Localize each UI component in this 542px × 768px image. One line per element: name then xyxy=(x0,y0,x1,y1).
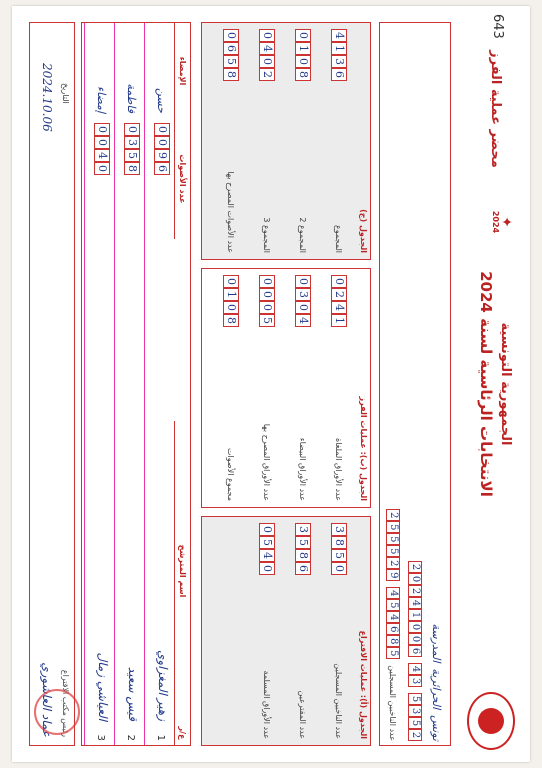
candidate-name: قيس سعيد xyxy=(126,666,140,721)
header-name: اسم المترشح xyxy=(174,421,190,721)
digit-box: 4 xyxy=(94,149,110,162)
panel-b xyxy=(201,268,371,508)
digit-box: 0 xyxy=(259,301,275,314)
panel-row-label: عدد الناخبين المسجلين xyxy=(334,663,344,739)
digit-box: 0 xyxy=(331,275,347,288)
digit-box: 5 xyxy=(331,549,347,562)
panel-row xyxy=(292,29,314,253)
header-votes: عدد الأصوات xyxy=(174,119,190,239)
digit-box: 0 xyxy=(331,562,347,575)
digit-box: 0 xyxy=(154,123,170,136)
panel-b-title: الجدول (ب): عمليات الفرز xyxy=(359,396,368,501)
candidate-votes xyxy=(124,123,140,175)
digit-box: 3 xyxy=(295,523,311,536)
digit-box: 0 xyxy=(259,275,275,288)
candidate-name: زهير المغزاوي xyxy=(156,649,170,721)
page-number: 643 xyxy=(490,14,505,39)
document-sheet xyxy=(12,6,530,762)
panel-row xyxy=(328,523,350,739)
center-code-boxes xyxy=(408,663,422,687)
digit-box: 0 xyxy=(259,523,275,536)
digit-box: 3 xyxy=(124,136,140,149)
digit-box: 0 xyxy=(94,162,110,175)
panel-row-value xyxy=(223,29,239,81)
digit-box: 5 xyxy=(386,521,400,533)
digit-box: 3 xyxy=(408,705,422,717)
digit-box: 1 xyxy=(331,314,347,327)
digit-box: 0 xyxy=(408,573,422,585)
panel-row xyxy=(220,29,242,253)
candidate-votes xyxy=(154,123,170,175)
panel-row-label: عدد الأصوات المصرح بها xyxy=(226,171,236,253)
panel-row xyxy=(328,275,350,501)
digit-box: 2 xyxy=(408,585,422,597)
candidate-signature: فاطمة xyxy=(125,83,138,113)
digit-box: 0 xyxy=(94,136,110,149)
digit-box: 2 xyxy=(331,288,347,301)
panel-a xyxy=(201,516,371,746)
digit-box: 8 xyxy=(223,314,239,327)
digit-box: 2 xyxy=(408,561,422,573)
digit-box: 5 xyxy=(408,693,422,705)
digit-box: 5 xyxy=(223,55,239,68)
digit-box: 2 xyxy=(386,557,400,569)
info-row-2 xyxy=(406,27,424,741)
digit-box: 0 xyxy=(223,275,239,288)
panel-row-label: المجموع 3 xyxy=(262,217,272,253)
panel-row-value xyxy=(223,275,239,327)
panel-row xyxy=(256,29,278,253)
panel-c xyxy=(201,22,371,260)
circonscription-value: تونس xyxy=(430,715,444,741)
info-row-3 xyxy=(384,27,402,741)
panel-row-value xyxy=(259,29,275,81)
republic-title: الجمهورية التونسية xyxy=(498,322,513,446)
digit-box: 0 xyxy=(295,301,311,314)
digit-box: 5 xyxy=(386,533,400,545)
digit-box: 0 xyxy=(223,29,239,42)
digit-box: 6 xyxy=(295,562,311,575)
panel-row xyxy=(256,523,278,739)
delegation-value: الحرائرية xyxy=(430,668,444,710)
digit-box: 0 xyxy=(223,301,239,314)
digit-box: 2 xyxy=(386,509,400,521)
digit-box: 8 xyxy=(295,549,311,562)
digit-box: 6 xyxy=(408,645,422,657)
panel-row-label: عدد المقترعين xyxy=(298,690,308,739)
official-stamp-icon xyxy=(34,689,80,735)
digit-box: 4 xyxy=(331,301,347,314)
digit-box: 4 xyxy=(331,29,347,42)
digit-box: 8 xyxy=(124,162,140,175)
digit-box: 8 xyxy=(295,68,311,81)
digit-box: 4 xyxy=(259,42,275,55)
digit-box: 5 xyxy=(124,149,140,162)
digit-box: 8 xyxy=(386,635,400,647)
office-info xyxy=(379,22,451,746)
form-footer xyxy=(29,22,75,746)
digit-box: 2 xyxy=(408,729,422,741)
digit-box: 9 xyxy=(386,569,400,581)
digit-box: 0 xyxy=(154,136,170,149)
digit-box: 5 xyxy=(259,536,275,549)
candidate-number: 1 xyxy=(155,734,166,741)
digit-box: 5 xyxy=(386,545,400,557)
digit-box: 4 xyxy=(259,549,275,562)
center-value: المدرسة xyxy=(430,623,444,663)
candidate-number: 2 xyxy=(125,734,136,741)
candidate-row xyxy=(144,23,172,745)
registered-code-boxes xyxy=(386,587,400,659)
candidate-votes xyxy=(94,123,110,175)
digit-box: 0 xyxy=(295,275,311,288)
candidate-signature: إمضاء xyxy=(95,85,108,113)
panel-row-label: عدد الأوراق البيضاء xyxy=(298,437,308,501)
digit-box: 6 xyxy=(331,68,347,81)
digit-box: 3 xyxy=(295,288,311,301)
panel-row-value xyxy=(331,29,347,81)
office-code-boxes xyxy=(408,693,422,741)
digit-box: 0 xyxy=(259,562,275,575)
digit-box: 1 xyxy=(223,288,239,301)
panel-row-label: مجموع الأصوات xyxy=(226,448,236,501)
digit-box: 5 xyxy=(386,599,400,611)
election-logo-icon: ✦ 2024 xyxy=(477,204,513,240)
panel-row-label: عدد الأوراق المصرح بها xyxy=(262,423,272,501)
digit-box: 4 xyxy=(295,314,311,327)
president-name: عماد العاشوري xyxy=(40,662,54,737)
date-boxes xyxy=(408,561,422,657)
date-label: التاريخ xyxy=(61,83,70,104)
panel-row-value xyxy=(331,275,347,327)
registered-voters-boxes xyxy=(386,509,400,581)
digit-box: 0 xyxy=(408,621,422,633)
digit-box: 0 xyxy=(408,633,422,645)
digit-box: 1 xyxy=(408,609,422,621)
digit-box: 5 xyxy=(295,536,311,549)
digit-box: 3 xyxy=(331,55,347,68)
panel-row-value xyxy=(259,275,275,327)
panel-row-value xyxy=(295,275,311,327)
panel-row-label: المجموع xyxy=(334,225,344,253)
digit-box: 0 xyxy=(124,123,140,136)
digit-box: 0 xyxy=(295,29,311,42)
digit-box: 3 xyxy=(408,675,422,687)
panel-row xyxy=(256,275,278,501)
digit-box: 5 xyxy=(386,647,400,659)
digit-box: 4 xyxy=(408,663,422,675)
digit-box: 4 xyxy=(386,611,400,623)
pv-title: محضر عملية الفرز xyxy=(488,50,503,168)
panel-row-value xyxy=(331,523,347,575)
panel-row-value xyxy=(295,523,311,575)
panel-row-value xyxy=(295,29,311,81)
digit-box: 8 xyxy=(331,536,347,549)
candidate-row xyxy=(84,23,112,745)
digit-box: 8 xyxy=(223,68,239,81)
form-header xyxy=(455,14,517,754)
panel-c-title: الجدول (ج) xyxy=(359,209,368,253)
panel-row xyxy=(292,523,314,739)
digit-box: 5 xyxy=(408,717,422,729)
digit-box: 5 xyxy=(259,314,275,327)
president-label: رئيس مكتب الاقتراع xyxy=(61,669,70,737)
panel-a-title: الجدول (أ): عمليات الاقتراع xyxy=(359,630,368,739)
rotated-form xyxy=(21,14,521,754)
panel-row-label: المجموع 2 xyxy=(298,217,308,253)
digit-box: 6 xyxy=(386,623,400,635)
date-value: 2024.10.06 xyxy=(40,63,54,132)
digit-box: 0 xyxy=(94,123,110,136)
info-row-1 xyxy=(428,27,446,741)
digit-box: 6 xyxy=(154,162,170,175)
digit-box: 0 xyxy=(259,55,275,68)
panel-row-label: عدد الأوراق المسلمة xyxy=(262,670,272,739)
isie-logo-icon xyxy=(467,692,515,750)
digit-box: 0 xyxy=(259,288,275,301)
header-num: ع/ر xyxy=(174,721,190,745)
digit-box: 2 xyxy=(259,68,275,81)
registered-title: عدد الناخبين المسجلين xyxy=(388,665,398,741)
candidate-signature: حسن xyxy=(155,88,168,113)
election-title: الانتخابات الرئاسية لسنة 2024 xyxy=(477,271,495,497)
digit-box: 1 xyxy=(331,42,347,55)
candidate-number: 3 xyxy=(95,734,106,741)
panel-row-value xyxy=(259,523,275,575)
digit-box: 6 xyxy=(223,42,239,55)
panel-row xyxy=(292,275,314,501)
logo-year: 2024 xyxy=(491,210,500,234)
digit-box: 3 xyxy=(331,523,347,536)
digit-box: 0 xyxy=(259,29,275,42)
digit-box: 0 xyxy=(295,55,311,68)
digit-box: 1 xyxy=(295,42,311,55)
candidate-name: العياشي زمال xyxy=(96,652,110,721)
header-signature: الإمضاء xyxy=(174,23,190,119)
digit-box: 4 xyxy=(408,597,422,609)
panel-row xyxy=(220,275,242,501)
digit-box: 4 xyxy=(386,587,400,599)
candidate-row xyxy=(114,23,142,745)
digit-box: 9 xyxy=(154,149,170,162)
panel-row xyxy=(328,29,350,253)
candidates-table xyxy=(81,22,191,746)
panel-row-label: عدد الأوراق الملغاة xyxy=(334,438,344,501)
